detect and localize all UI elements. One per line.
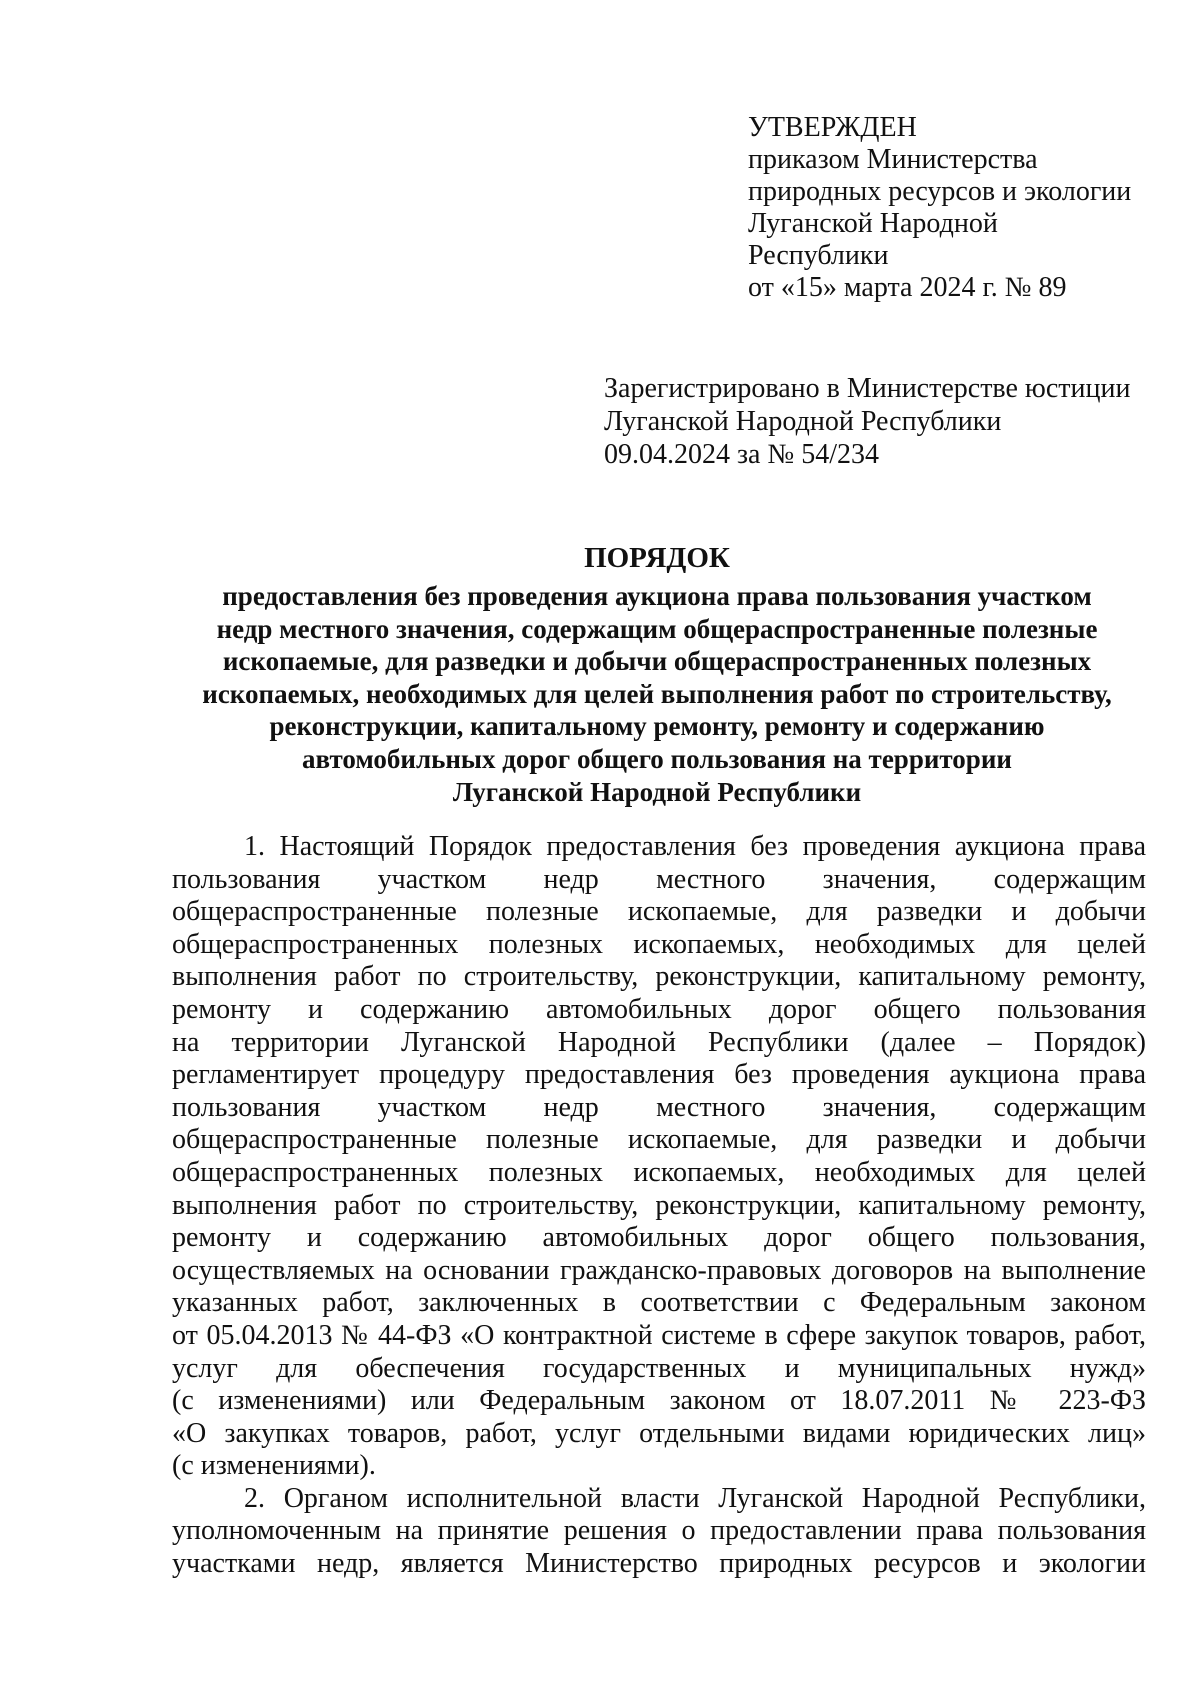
paragraph-line: выполнения работ по строительству, реконструкции, капитальному ремонту, bbox=[172, 1189, 1146, 1221]
paragraph-line: ремонту и содержанию автомобильных дорог общего пользования bbox=[172, 993, 1146, 1025]
paragraph-line: на территории Луганской Народной Республики (далее – Порядок) bbox=[172, 1026, 1146, 1058]
approval-line: УТВЕРЖДЕН bbox=[748, 112, 917, 143]
paragraph-line: 1. Настоящий Порядок предоставления без проведения аукциона права bbox=[244, 831, 1146, 862]
approval-line: Луганской Народной bbox=[748, 208, 998, 239]
registration-note bbox=[604, 372, 1164, 471]
paragraph-line: пользования участком недр местного значения, содержащим bbox=[172, 1091, 1146, 1123]
paragraph-line: осуществляемых на основании гражданско-правовых договоров на выполнение bbox=[172, 1254, 1146, 1286]
paragraph-line: услуг для обеспечения государственных и муниципальных нужд» bbox=[172, 1352, 1146, 1384]
paragraph-line: общераспространенные полезные ископаемые, для разведки и добычи bbox=[172, 896, 1146, 928]
paragraph-line: указанных работ, заключенных в соответствии с Федеральным законом bbox=[172, 1287, 1146, 1319]
approval-line: от «15» марта 2024 г. № 89 bbox=[748, 272, 1067, 303]
paragraph-line: общераспространенных полезных ископаемых, необходимых для целей bbox=[172, 1156, 1146, 1188]
approval-line: Республики bbox=[748, 240, 889, 271]
paragraph-line: (с изменениями). bbox=[172, 1450, 376, 1482]
paragraph-line: пользования участком недр местного значения, содержащим bbox=[172, 863, 1146, 895]
subtitle-line: Луганской Народной Республики bbox=[452, 776, 862, 807]
subtitle-line: недр местного значения, содержащим общераспространенные полезные bbox=[216, 613, 1098, 644]
registration-line: Зарегистрировано в Министерстве юстиции bbox=[604, 373, 1131, 404]
paragraph-line: участками недр, является Министерство природных ресурсов и экологии bbox=[172, 1548, 1146, 1580]
approval-stamp bbox=[748, 112, 1168, 304]
paragraph-line: общераспространенных полезных ископаемых, необходимых для целей bbox=[172, 928, 1146, 960]
subtitle-line: автомобильных дорог общего пользования на территории bbox=[302, 743, 1012, 774]
paragraph-line: выполнения работ по строительству, реконструкции, капитальному ремонту, bbox=[172, 961, 1146, 993]
approval-line: приказом Министерства bbox=[748, 144, 1038, 175]
subtitle-line: ископаемые, для разведки и добычи общераспространенных полезных bbox=[222, 646, 1092, 677]
document-title: ПОРЯДОК bbox=[584, 542, 730, 574]
registration-line: Луганской Народной Республики bbox=[604, 406, 1002, 437]
document-subtitle bbox=[160, 580, 1154, 808]
subtitle-line: реконструкции, капитальному ремонту, ремонту и содержанию bbox=[269, 711, 1045, 742]
paragraph-1 bbox=[172, 831, 1146, 1483]
paragraph-line: общераспространенные полезные ископаемые, для разведки и добычи bbox=[172, 1124, 1146, 1156]
paragraph-2 bbox=[172, 1483, 1146, 1581]
registration-line: 09.04.2024 за № 54/234 bbox=[604, 439, 879, 470]
paragraph-line: уполномоченным на принятие решения о предоставлении права пользования bbox=[172, 1515, 1146, 1547]
document-body bbox=[172, 831, 1146, 1581]
paragraph-line: от 05.04.2013 № 44-ФЗ «О контрактной системе в сфере закупок товаров, работ, bbox=[172, 1319, 1146, 1351]
subtitle-line: предоставления без проведения аукциона права пользования участком bbox=[222, 581, 1092, 611]
paragraph-line: 2. Органом исполнительной власти Луганской Народной Республики, bbox=[244, 1482, 1146, 1514]
paragraph-line: (с изменениями) или Федеральным законом от 18.07.2011 № 223-ФЗ bbox=[172, 1385, 1146, 1417]
paragraph-line: регламентирует процедуру предоставления без проведения аукциона права bbox=[172, 1059, 1146, 1091]
approval-line: природных ресурсов и экологии bbox=[748, 176, 1132, 207]
paragraph-line: «О закупках товаров, работ, услуг отдельными видами юридических лиц» bbox=[172, 1417, 1146, 1449]
subtitle-line: ископаемых, необходимых для целей выполнения работ по строительству, bbox=[202, 678, 1112, 709]
paragraph-line: ремонту и содержанию автомобильных дорог общего пользования, bbox=[172, 1222, 1146, 1254]
document-heading bbox=[160, 541, 1154, 808]
